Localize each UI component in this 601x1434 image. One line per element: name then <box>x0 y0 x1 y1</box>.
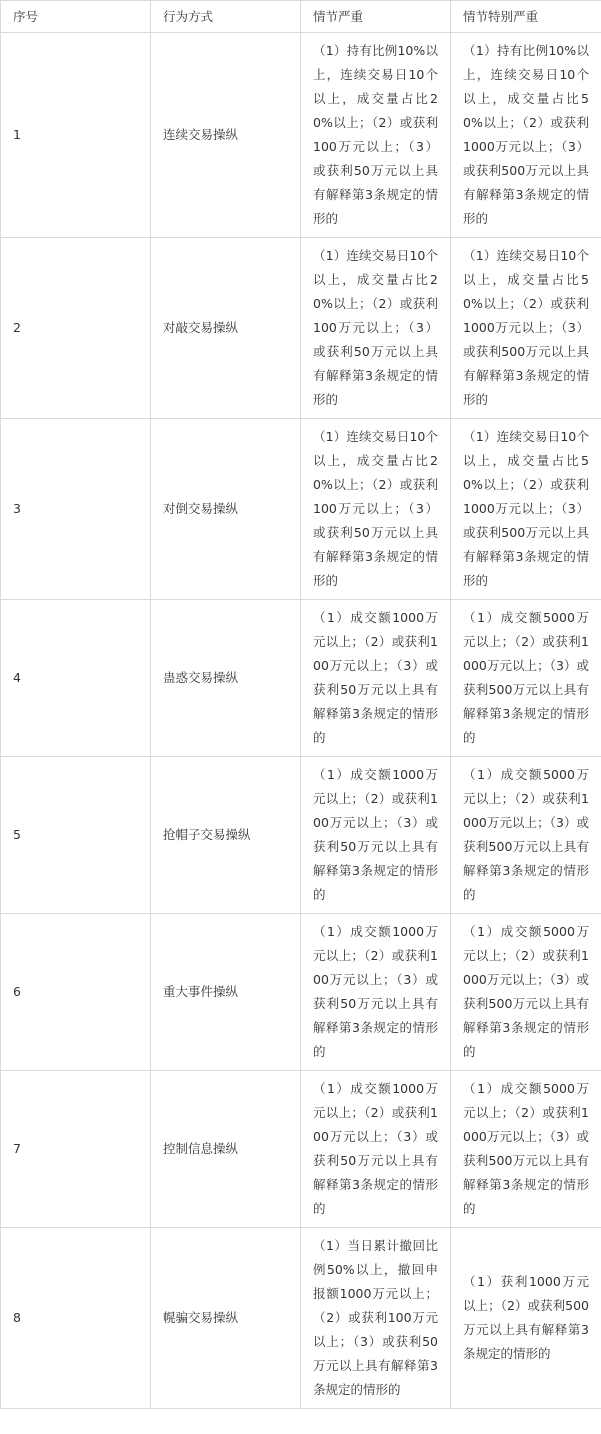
cell-very-serious: （1）成交额5000万元以上；（2）或获利1000万元以上；（3）或获利500万元以上具有解释第3条规定的情形的 <box>451 600 601 757</box>
cell-method: 连续交易操纵 <box>151 33 301 238</box>
cell-number: 8 <box>1 1228 151 1409</box>
cell-method: 控制信息操纵 <box>151 1071 301 1228</box>
table-row <box>1 1228 601 1409</box>
cell-method: 对敲交易操纵 <box>151 238 301 419</box>
table-row <box>1 33 601 238</box>
cell-very-serious: （1）连续交易日10个以上，成交量占比50%以上；（2）或获利1000万元以上；（3）或获利500万元以上具有解释第3条规定的情形的 <box>451 419 601 600</box>
cell-method: 对倒交易操纵 <box>151 419 301 600</box>
cell-very-serious: （1）连续交易日10个以上，成交量占比50%以上；（2）或获利1000万元以上；（3）或获利500万元以上具有解释第3条规定的情形的 <box>451 238 601 419</box>
cell-number: 4 <box>1 600 151 757</box>
cell-number: 5 <box>1 757 151 914</box>
table-row <box>1 600 601 757</box>
cell-very-serious: （1）成交额5000万元以上；（2）或获利1000万元以上；（3）或获利500万元以上具有解释第3条规定的情形的 <box>451 914 601 1071</box>
table-row <box>1 914 601 1071</box>
cell-number: 7 <box>1 1071 151 1228</box>
cell-serious: （1）成交额1000万元以上；（2）或获利100万元以上；（3）或获利50万元以上具有解释第3条规定的情形的 <box>301 757 451 914</box>
cell-serious: （1）连续交易日10个以上，成交量占比20%以上；（2）或获利100万元以上；（3）或获利50万元以上具有解释第3条规定的情形的 <box>301 419 451 600</box>
cell-serious: （1）成交额1000万元以上；（2）或获利100万元以上；（3）或获利50万元以上具有解释第3条规定的情形的 <box>301 1071 451 1228</box>
table-row <box>1 238 601 419</box>
cell-method: 抢帽子交易操纵 <box>151 757 301 914</box>
header-method: 行为方式 <box>151 1 301 33</box>
cell-very-serious: （1）持有比例10%以上，连续交易日10个以上，成交量占比50%以上；（2）或获利1000万元以上；（3）或获利500万元以上具有解释第3条规定的情形的 <box>451 33 601 238</box>
cell-very-serious: （1）成交额5000万元以上；（2）或获利1000万元以上；（3）或获利500万元以上具有解释第3条规定的情形的 <box>451 757 601 914</box>
cell-method: 重大事件操纵 <box>151 914 301 1071</box>
header-serious: 情节严重 <box>301 1 451 33</box>
table-row <box>1 757 601 914</box>
cell-method: 蛊惑交易操纵 <box>151 600 301 757</box>
cell-number: 2 <box>1 238 151 419</box>
cell-serious: （1）成交额1000万元以上；（2）或获利100万元以上；（3）或获利50万元以上具有解释第3条规定的情形的 <box>301 600 451 757</box>
cell-serious: （1）成交额1000万元以上；（2）或获利100万元以上；（3）或获利50万元以上具有解释第3条规定的情形的 <box>301 914 451 1071</box>
cell-very-serious: （1）成交额5000万元以上；（2）或获利1000万元以上；（3）或获利500万元以上具有解释第3条规定的情形的 <box>451 1071 601 1228</box>
cell-serious: （1）当日累计撤回比例50%以上，撤回申报额1000万元以上；（2）或获利100万元以上；（3）或获利50万元以上具有解释第3条规定的情形的 <box>301 1228 451 1409</box>
cell-very-serious: （1）获利1000万元以上；（2）或获利500万元以上具有解释第3条规定的情形的 <box>451 1228 601 1409</box>
header-very-serious: 情节特别严重 <box>451 1 601 33</box>
table-row <box>1 1071 601 1228</box>
cell-number: 1 <box>1 33 151 238</box>
cell-serious: （1）持有比例10%以上，连续交易日10个以上，成交量占比20%以上；（2）或获利100万元以上；（3）或获利50万元以上具有解释第3条规定的情形的 <box>301 33 451 238</box>
header-number: 序号 <box>1 1 151 33</box>
cell-number: 3 <box>1 419 151 600</box>
cell-method: 幌骗交易操纵 <box>151 1228 301 1409</box>
table-row <box>1 419 601 600</box>
table-header-row <box>1 1 601 33</box>
cell-number: 6 <box>1 914 151 1071</box>
cell-serious: （1）连续交易日10个以上，成交量占比20%以上；（2）或获利100万元以上；（3）或获利50万元以上具有解释第3条规定的情形的 <box>301 238 451 419</box>
